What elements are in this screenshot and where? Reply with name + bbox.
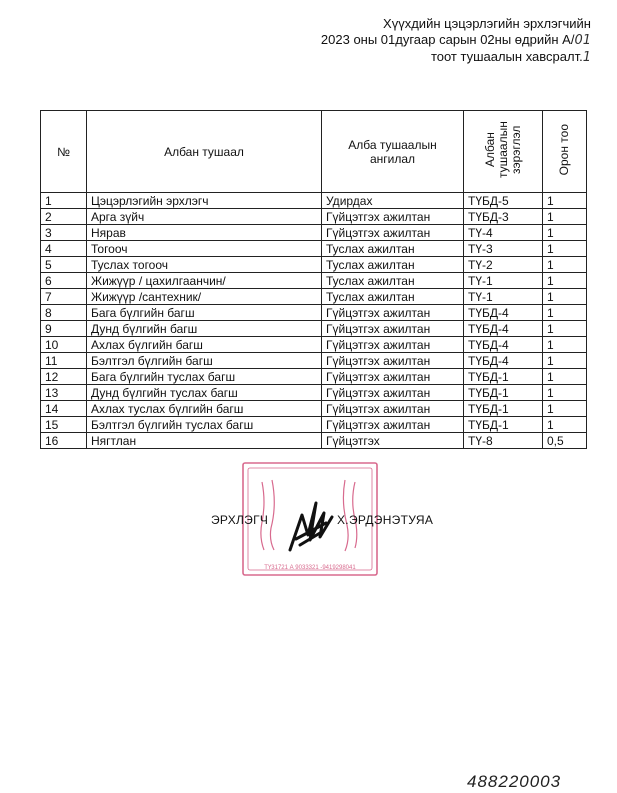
cell-category: Туслах ажилтан bbox=[322, 273, 464, 289]
cell-category: Гүйцэтгэх ажилтан bbox=[322, 321, 464, 337]
cell-no: 3 bbox=[41, 225, 87, 241]
cell-count: 1 bbox=[543, 193, 587, 209]
cell-category: Гүйцэтгэх ажилтан bbox=[322, 353, 464, 369]
table-row bbox=[41, 273, 587, 289]
cell-category: Туслах ажилтан bbox=[322, 257, 464, 273]
table-header-row bbox=[41, 111, 587, 193]
cell-category: Туслах ажилтан bbox=[322, 289, 464, 305]
cell-grade: ТҮБД-1 bbox=[464, 385, 543, 401]
cell-grade: ТҮБД-1 bbox=[464, 417, 543, 433]
cell-title: Бага бүлгийн туслах багш bbox=[87, 369, 322, 385]
cell-count: 1 bbox=[543, 401, 587, 417]
header-line-1: Хүүхдийн цэцэрлэгийн эрхлэгчийн bbox=[383, 16, 591, 31]
footer-number: 488220003 bbox=[467, 772, 562, 791]
stamp-code: ТҮ31721 А 9033321 -9419298041 bbox=[264, 565, 356, 571]
cell-category: Гүйцэтгэх ажилтан bbox=[322, 305, 464, 321]
cell-grade: ТҮБД-5 bbox=[464, 193, 543, 209]
cell-no: 13 bbox=[41, 385, 87, 401]
cell-title: Нярав bbox=[87, 225, 322, 241]
header-count bbox=[543, 111, 587, 193]
cell-count: 1 bbox=[543, 225, 587, 241]
cell-title: Арга зүйч bbox=[87, 209, 322, 225]
table-row bbox=[41, 209, 587, 225]
header-category: Алба тушаалын ангилал bbox=[322, 111, 464, 193]
cell-grade: ТҮ-3 bbox=[464, 241, 543, 257]
cell-no: 7 bbox=[41, 289, 87, 305]
table-row bbox=[41, 241, 587, 257]
cell-no: 14 bbox=[41, 401, 87, 417]
cell-count: 1 bbox=[543, 369, 587, 385]
document-header bbox=[261, 16, 591, 66]
cell-count: 0,5 bbox=[543, 433, 587, 449]
cell-count: 1 bbox=[543, 273, 587, 289]
cell-title: Ахлах туслах бүлгийн багш bbox=[87, 401, 322, 417]
cell-grade: ТҮБД-1 bbox=[464, 369, 543, 385]
cell-count: 1 bbox=[543, 209, 587, 225]
cell-grade: ТҮБД-4 bbox=[464, 353, 543, 369]
cell-grade: ТҮ-1 bbox=[464, 289, 543, 305]
header-count-text: Орон тоо bbox=[557, 124, 571, 176]
table-row bbox=[41, 305, 587, 321]
cell-title: Цэцэрлэгийн эрхлэгч bbox=[87, 193, 322, 209]
cell-category: Туслах ажилтан bbox=[322, 241, 464, 257]
cell-no: 15 bbox=[41, 417, 87, 433]
handwritten-signature bbox=[280, 495, 340, 555]
cell-category: Гүйцэтгэх ажилтан bbox=[322, 369, 464, 385]
cell-count: 1 bbox=[543, 353, 587, 369]
table-body bbox=[41, 193, 587, 449]
cell-no: 2 bbox=[41, 209, 87, 225]
cell-no: 8 bbox=[41, 305, 87, 321]
cell-title: Бэлтгэл бүлгийн багш bbox=[87, 353, 322, 369]
cell-category: Гүйцэтгэх ажилтан bbox=[322, 417, 464, 433]
cell-count: 1 bbox=[543, 417, 587, 433]
cell-title: Дунд бүлгийн багш bbox=[87, 321, 322, 337]
cell-no: 12 bbox=[41, 369, 87, 385]
cell-grade: ТҮБД-1 bbox=[464, 401, 543, 417]
table-row bbox=[41, 193, 587, 209]
table-row bbox=[41, 337, 587, 353]
table-row bbox=[41, 417, 587, 433]
table-row bbox=[41, 369, 587, 385]
cell-no: 11 bbox=[41, 353, 87, 369]
table-row bbox=[41, 289, 587, 305]
cell-category: Гүйцэтгэх ажилтан bbox=[322, 401, 464, 417]
cell-count: 1 bbox=[543, 289, 587, 305]
cell-no: 9 bbox=[41, 321, 87, 337]
header-line-3-text: тоот тушаалын хавсралт. bbox=[430, 49, 583, 64]
table-row bbox=[41, 321, 587, 337]
header-line-3 bbox=[261, 49, 591, 66]
cell-title: Жижүүр /сантехник/ bbox=[87, 289, 322, 305]
cell-category: Удирдах bbox=[322, 193, 464, 209]
cell-no: 10 bbox=[41, 337, 87, 353]
cell-title: Бэлтгэл бүлгийн туслах багш bbox=[87, 417, 322, 433]
header-line-2 bbox=[261, 32, 591, 49]
cell-category: Гүйцэтгэх ажилтан bbox=[322, 225, 464, 241]
cell-grade: ТҮ-2 bbox=[464, 257, 543, 273]
cell-count: 1 bbox=[543, 321, 587, 337]
cell-title: Тогооч bbox=[87, 241, 322, 257]
cell-category: Гүйцэтгэх ажилтан bbox=[322, 209, 464, 225]
table-row bbox=[41, 225, 587, 241]
cell-grade: ТҮБД-4 bbox=[464, 321, 543, 337]
cell-no: 4 bbox=[41, 241, 87, 257]
cell-grade: ТҮБД-4 bbox=[464, 305, 543, 321]
cell-count: 1 bbox=[543, 385, 587, 401]
cell-no: 5 bbox=[41, 257, 87, 273]
staff-table bbox=[40, 110, 587, 449]
cell-title: Туслах тогооч bbox=[87, 257, 322, 273]
handwritten-appendix-number: 1 bbox=[582, 50, 591, 65]
table-row bbox=[41, 401, 587, 417]
signatory-role: ЭРХЛЭГЧ bbox=[211, 513, 269, 527]
cell-category: Гүйцэтгэх ажилтан bbox=[322, 385, 464, 401]
header-grade bbox=[464, 111, 543, 193]
table-row bbox=[41, 385, 587, 401]
cell-no: 1 bbox=[41, 193, 87, 209]
cell-grade: ТҮ-1 bbox=[464, 273, 543, 289]
cell-category: Гүйцэтгэх ажилтан bbox=[322, 337, 464, 353]
cell-grade: ТҮ-8 bbox=[464, 433, 543, 449]
header-grade-text: Албан тушаалын зэрэглэл bbox=[482, 121, 523, 179]
header-title: Албан тушаал bbox=[87, 111, 322, 193]
header-line-2-text: 2023 оны 01дугаар сарын 02ны өдрийн А/ bbox=[320, 32, 575, 47]
signatory-name: Х.ЭРДЭНЭТУЯА bbox=[337, 513, 434, 527]
cell-grade: ТҮБД-3 bbox=[464, 209, 543, 225]
cell-no: 16 bbox=[41, 433, 87, 449]
cell-title: Ахлах бүлгийн багш bbox=[87, 337, 322, 353]
table-row bbox=[41, 257, 587, 273]
cell-title: Жижүүр / цахилгаанчин/ bbox=[87, 273, 322, 289]
cell-no: 6 bbox=[41, 273, 87, 289]
header-no: № bbox=[41, 111, 87, 193]
cell-title: Бага бүлгийн багш bbox=[87, 305, 322, 321]
cell-title: Дунд бүлгийн туслах багш bbox=[87, 385, 322, 401]
cell-count: 1 bbox=[543, 305, 587, 321]
cell-count: 1 bbox=[543, 257, 587, 273]
handwritten-order-number: 01 bbox=[574, 33, 591, 48]
cell-count: 1 bbox=[543, 337, 587, 353]
table-row bbox=[41, 353, 587, 369]
cell-grade: ТҮ-4 bbox=[464, 225, 543, 241]
cell-count: 1 bbox=[543, 241, 587, 257]
cell-title: Нягтлан bbox=[87, 433, 322, 449]
table-row bbox=[41, 433, 587, 449]
cell-category: Гүйцэтгэх bbox=[322, 433, 464, 449]
cell-grade: ТҮБД-4 bbox=[464, 337, 543, 353]
